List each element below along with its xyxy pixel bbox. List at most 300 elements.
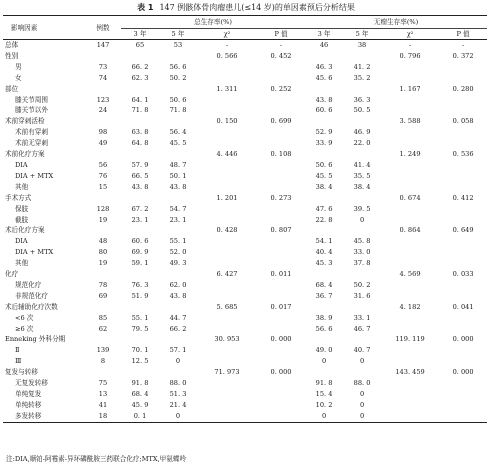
cell-os-3y — [121, 302, 159, 313]
cell-efs-p — [439, 400, 487, 411]
cell-os-3y: 0. 1 — [133, 411, 147, 420]
cell-efs-3y — [305, 367, 343, 378]
header-os-chi2: χ² — [223, 30, 231, 38]
cell-efs-p: 0. 000 — [452, 368, 474, 377]
cell-cases: 18 — [98, 411, 108, 420]
cell-efs-p: 0. 536 — [452, 150, 474, 159]
cell-os-3y: 70. 1 — [131, 346, 149, 355]
cell-efs-5y: 0 — [359, 390, 365, 398]
cell-cases: 13 — [98, 390, 108, 398]
table-row — [3, 411, 487, 422]
cell-efs-p — [439, 160, 487, 171]
cell-os-p — [257, 73, 305, 84]
cell-factor: 单纯复发 — [15, 390, 42, 398]
cell-efs-3y: 22. 8 — [315, 215, 333, 224]
table-row — [3, 127, 487, 138]
cell-os-5y: 50. 1 — [169, 171, 187, 180]
cell-efs-5y: 0 — [359, 400, 365, 409]
table-row — [3, 105, 487, 116]
cell-cases: 19 — [98, 215, 108, 224]
cell-cases: 41 — [98, 400, 108, 409]
cell-efs-3y: 60. 6 — [315, 106, 333, 115]
cell-efs-p — [439, 73, 487, 84]
table-row — [3, 269, 487, 280]
prognosis-table — [3, 15, 487, 423]
cell-cases — [85, 225, 121, 236]
cell-efs-5y — [343, 225, 381, 236]
header-factor: 影响因素 — [3, 16, 85, 40]
cell-efs-5y — [343, 84, 381, 95]
cell-efs-5y: 41. 4 — [353, 160, 371, 169]
cell-efs-5y: 38. 4 — [353, 182, 371, 191]
cell-efs-5y: 35. 5 — [353, 171, 371, 180]
cell-os-p — [257, 236, 305, 247]
cell-efs-5y: 41. 2 — [353, 62, 371, 71]
cell-efs-p — [439, 182, 487, 193]
header-efs-5y: 5 年 — [355, 30, 369, 38]
header-overall-survival: 总生存率(%) — [121, 16, 305, 29]
table-row — [3, 62, 487, 73]
cell-efs-3y — [305, 149, 343, 160]
cell-efs-3y: 50. 6 — [315, 160, 333, 169]
cell-os-5y: 56. 6 — [169, 62, 187, 71]
cell-efs-chi2: 1. 249 — [399, 150, 421, 159]
cell-efs-3y — [305, 269, 343, 280]
cell-efs-3y: 33. 9 — [315, 139, 333, 148]
cell-os-5y: 44. 7 — [169, 313, 187, 322]
cell-os-3y: 65 — [135, 41, 145, 49]
cell-efs-p: 0. 058 — [452, 117, 474, 126]
cell-factor: 膝关节周围 — [15, 95, 48, 104]
cell-efs-3y — [305, 334, 343, 345]
cell-efs-3y: 45. 6 — [315, 73, 333, 82]
cell-os-chi2 — [197, 95, 257, 106]
cell-os-chi2 — [197, 411, 257, 422]
cell-efs-5y: 50. 5 — [353, 106, 371, 115]
cell-os-5y: 0 — [175, 357, 181, 366]
cell-os-p: 0. 000 — [270, 335, 292, 344]
cell-os-5y: 50. 2 — [169, 73, 187, 82]
cell-efs-chi2 — [381, 95, 439, 106]
cell-cases — [85, 367, 121, 378]
cell-os-p — [257, 160, 305, 171]
cell-efs-p — [439, 378, 487, 389]
cell-efs-p — [439, 171, 487, 182]
cell-efs-p — [439, 127, 487, 138]
table-row — [3, 400, 487, 411]
cell-os-chi2: 1. 311 — [216, 84, 238, 93]
cell-os-chi2 — [197, 378, 257, 389]
table-row — [3, 116, 487, 127]
cell-os-chi2 — [197, 182, 257, 193]
cell-efs-p: 0. 372 — [452, 51, 474, 60]
header-efs-chi2: χ² — [406, 30, 414, 38]
cell-factor: 保肢 — [15, 204, 29, 213]
cell-efs-chi2 — [381, 236, 439, 247]
cell-efs-5y: 45. 8 — [353, 237, 371, 246]
header-os-3y: 3 年 — [133, 30, 147, 38]
cell-cases — [85, 84, 121, 95]
cell-os-3y: 45. 9 — [131, 400, 149, 409]
cell-efs-3y: 68. 4 — [315, 280, 333, 289]
cell-factor: 多发转移 — [15, 411, 42, 420]
cell-factor: 术前无穿刺 — [15, 139, 48, 148]
cell-efs-p — [439, 324, 487, 335]
cell-os-5y: 45. 5 — [169, 139, 187, 148]
cell-efs-chi2: 0. 796 — [399, 51, 421, 60]
cell-cases: 8 — [100, 357, 106, 366]
cell-os-3y: 51. 9 — [131, 291, 149, 300]
cell-os-5y: 49. 3 — [169, 259, 187, 268]
cell-efs-3y: 0 — [321, 357, 327, 366]
cell-cases: 24 — [98, 106, 108, 115]
cell-efs-p — [439, 95, 487, 106]
cell-efs-chi2 — [381, 138, 439, 149]
cell-os-p — [257, 171, 305, 182]
cell-factor: 膝关节以外 — [15, 106, 48, 115]
cell-os-5y — [159, 51, 197, 62]
cell-os-chi2 — [197, 389, 257, 400]
cell-efs-chi2 — [381, 215, 439, 226]
cell-os-chi2: 5. 685 — [216, 302, 238, 311]
cell-efs-chi2 — [381, 378, 439, 389]
cell-os-5y — [159, 367, 197, 378]
cell-factor: ≥6 次 — [15, 324, 34, 333]
cell-os-3y — [121, 269, 159, 280]
cell-efs-chi2 — [381, 324, 439, 335]
cell-os-5y: 0 — [175, 411, 181, 420]
cell-os-3y: 71. 8 — [131, 106, 149, 115]
cell-os-p — [257, 356, 305, 367]
cell-os-5y: 62. 0 — [169, 280, 187, 289]
cell-efs-p — [439, 62, 487, 73]
cell-os-p: 0. 017 — [270, 302, 292, 311]
cell-os-5y — [159, 149, 197, 160]
table-row — [3, 149, 487, 160]
cell-efs-chi2: 119. 119 — [395, 335, 425, 344]
table-row — [3, 247, 487, 258]
cell-factor: 性别 — [5, 51, 19, 60]
cell-efs-3y: 47. 6 — [315, 204, 333, 213]
header-event-free-survival: 无瘤生存率(%) — [305, 16, 487, 29]
cell-cases — [85, 302, 121, 313]
cell-efs-chi2 — [381, 411, 439, 422]
cell-os-chi2: 1. 201 — [216, 193, 238, 202]
cell-os-chi2 — [197, 236, 257, 247]
cell-efs-3y: 49. 0 — [315, 346, 333, 355]
cell-os-chi2 — [197, 160, 257, 171]
cell-os-3y: 68. 4 — [131, 390, 149, 398]
cell-cases: 147 — [96, 41, 110, 49]
table-row — [3, 378, 487, 389]
cell-efs-p: 0. 033 — [452, 270, 474, 279]
cell-factor: 其他 — [15, 259, 29, 268]
cell-efs-chi2 — [381, 73, 439, 84]
cell-efs-chi2 — [381, 247, 439, 258]
cell-efs-3y — [305, 193, 343, 204]
cell-efs-chi2 — [381, 356, 439, 367]
cell-os-5y: 57. 1 — [169, 346, 187, 355]
cell-cases: 80 — [98, 248, 108, 257]
table-row — [3, 291, 487, 302]
cell-cases: 128 — [96, 204, 110, 213]
cell-os-3y: 66. 2 — [131, 62, 149, 71]
cell-os-p — [257, 313, 305, 324]
cell-factor: DIA — [15, 237, 28, 246]
cell-factor: 复发与转移 — [5, 368, 38, 377]
table-row — [3, 389, 487, 400]
cell-efs-chi2: 3. 588 — [399, 117, 421, 126]
table-body — [3, 40, 487, 423]
cell-efs-p — [439, 138, 487, 149]
cell-os-3y: 79. 5 — [131, 324, 149, 333]
table-row — [3, 313, 487, 324]
cell-factor: 术前有穿刺 — [15, 128, 48, 137]
cell-efs-5y — [343, 334, 381, 345]
cell-efs-chi2 — [381, 182, 439, 193]
table-row — [3, 204, 487, 215]
cell-os-p: - — [279, 41, 283, 49]
cell-cases — [85, 269, 121, 280]
cell-os-p — [257, 182, 305, 193]
cell-efs-chi2 — [381, 105, 439, 116]
cell-os-p — [257, 291, 305, 302]
cell-os-5y: 56. 4 — [169, 128, 187, 137]
cell-os-chi2: 30. 953 — [214, 335, 240, 344]
table-row — [3, 73, 487, 84]
cell-os-p — [257, 389, 305, 400]
cell-os-3y: 23. 1 — [131, 215, 149, 224]
cell-os-5y — [159, 334, 197, 345]
cell-efs-p — [439, 105, 487, 116]
cell-efs-5y — [343, 116, 381, 127]
cell-os-p — [257, 138, 305, 149]
cell-efs-p: 0. 649 — [452, 226, 474, 235]
cell-factor: Ⅱ — [15, 346, 20, 355]
cell-cases: 73 — [98, 62, 108, 71]
header-efs-3y: 3 年 — [317, 30, 331, 38]
cell-efs-5y: 38 — [357, 41, 367, 49]
cell-efs-3y — [305, 116, 343, 127]
cell-efs-5y: 88. 0 — [353, 379, 371, 388]
cell-efs-3y — [305, 51, 343, 62]
cell-factor: 非规范化疗 — [15, 291, 48, 300]
cell-factor: 术前穿刺活检 — [5, 117, 45, 126]
cell-os-5y: 53 — [173, 41, 183, 49]
cell-os-3y: 63. 8 — [131, 128, 149, 137]
cell-os-p — [257, 247, 305, 258]
cell-os-3y: 76. 3 — [131, 280, 149, 289]
cell-os-3y: 67. 2 — [131, 204, 149, 213]
cell-efs-p: 0. 412 — [452, 193, 474, 202]
cell-os-chi2: 6. 427 — [216, 270, 238, 279]
cell-os-5y — [159, 84, 197, 95]
header-os-p: P 值 — [274, 30, 288, 38]
cell-os-chi2 — [197, 127, 257, 138]
cell-os-p — [257, 345, 305, 356]
cell-efs-5y — [343, 149, 381, 160]
cell-efs-3y: 46 — [319, 41, 329, 49]
cell-efs-5y: 46. 9 — [353, 128, 371, 137]
cell-os-3y: 69. 9 — [131, 248, 149, 257]
cell-efs-p — [439, 258, 487, 269]
table-footnote: 注:DIA,顺铂-阿霉素-异环磷酰胺三药联合化疗;MTX,甲氨蝶呤 — [6, 455, 187, 463]
cell-os-chi2 — [197, 356, 257, 367]
cell-factor: 单纯转移 — [15, 400, 42, 409]
cell-os-chi2 — [197, 313, 257, 324]
cell-os-5y: 51. 3 — [169, 390, 187, 398]
cell-os-3y: 60. 6 — [131, 237, 149, 246]
cell-efs-5y — [343, 367, 381, 378]
cell-os-p: 0. 252 — [270, 84, 292, 93]
cell-os-5y — [159, 269, 197, 280]
cell-efs-5y — [343, 51, 381, 62]
cell-os-5y — [159, 116, 197, 127]
cell-efs-5y: 50. 2 — [353, 280, 371, 289]
cell-factor: 规范化疗 — [15, 280, 42, 289]
cell-factor: Enneking 外科分期 — [5, 335, 66, 344]
cell-cases: 19 — [98, 259, 108, 268]
cell-cases: 62 — [98, 324, 108, 333]
cell-efs-chi2 — [381, 313, 439, 324]
cell-os-3y — [121, 334, 159, 345]
cell-os-5y: 50. 6 — [169, 95, 187, 104]
cell-os-chi2 — [197, 204, 257, 215]
cell-efs-chi2 — [381, 345, 439, 356]
cell-cases — [85, 116, 121, 127]
cell-os-chi2: - — [225, 41, 229, 49]
table-row — [3, 138, 487, 149]
cell-efs-3y: 10. 2 — [315, 400, 333, 409]
cell-os-chi2 — [197, 258, 257, 269]
cell-os-chi2 — [197, 291, 257, 302]
cell-os-5y — [159, 302, 197, 313]
cell-efs-5y: 37. 8 — [353, 259, 371, 268]
cell-factor: 男 — [15, 62, 22, 71]
cell-efs-p — [439, 389, 487, 400]
cell-cases: 48 — [98, 237, 108, 246]
table-caption: 147 例骸体骨肉瘤患儿(≤14 岁)的单因素预后分析结果 — [159, 3, 355, 12]
cell-efs-5y: 35. 2 — [353, 73, 371, 82]
table-row — [3, 324, 487, 335]
cell-factor: DIA + MTX — [15, 248, 54, 257]
cell-cases — [85, 51, 121, 62]
table-row — [3, 280, 487, 291]
cell-os-3y: 59. 1 — [131, 259, 149, 268]
cell-factor: 部位 — [5, 84, 19, 93]
cell-efs-p — [439, 313, 487, 324]
table-row — [3, 356, 487, 367]
cell-cases: 15 — [98, 182, 108, 191]
cell-os-5y: 71. 8 — [169, 106, 187, 115]
cell-os-chi2 — [197, 138, 257, 149]
cell-efs-3y: 45. 5 — [315, 171, 333, 180]
cell-efs-p: 0. 280 — [452, 84, 474, 93]
cell-efs-chi2: 1. 167 — [399, 84, 421, 93]
cell-efs-p — [439, 236, 487, 247]
cell-efs-chi2 — [381, 280, 439, 291]
table-row — [3, 334, 487, 345]
cell-efs-p: 0. 041 — [452, 302, 474, 311]
cell-os-3y — [121, 84, 159, 95]
cell-cases — [85, 149, 121, 160]
cell-factor: 总体 — [5, 41, 19, 49]
table-row — [3, 345, 487, 356]
cell-efs-p — [439, 247, 487, 258]
cell-efs-3y: 43. 8 — [315, 95, 333, 104]
header-cases: 例数 — [85, 16, 121, 40]
cell-os-p — [257, 95, 305, 106]
cell-cases — [85, 193, 121, 204]
cell-os-chi2 — [197, 324, 257, 335]
cell-os-chi2 — [197, 345, 257, 356]
cell-efs-chi2: 0. 674 — [399, 193, 421, 202]
header-os-5y: 5 年 — [171, 30, 185, 38]
cell-os-p — [257, 324, 305, 335]
cell-os-3y: 66. 5 — [131, 171, 149, 180]
table-number: 表 1 — [137, 3, 154, 12]
cell-cases: 49 — [98, 139, 108, 148]
cell-os-p: 0. 807 — [270, 226, 292, 235]
table-row — [3, 225, 487, 236]
cell-os-5y: 55. 1 — [169, 237, 187, 246]
cell-os-chi2 — [197, 73, 257, 84]
cell-efs-3y: 52. 9 — [315, 128, 333, 137]
cell-os-3y — [121, 51, 159, 62]
table-row — [3, 258, 487, 269]
cell-efs-5y — [343, 193, 381, 204]
cell-efs-3y — [305, 302, 343, 313]
cell-os-5y: 52. 0 — [169, 248, 187, 257]
cell-efs-5y: 46. 7 — [353, 324, 371, 333]
cell-os-5y: 54. 7 — [169, 204, 187, 213]
cell-os-5y: 43. 8 — [169, 182, 187, 191]
cell-efs-3y: 56. 6 — [315, 324, 333, 333]
cell-efs-chi2 — [381, 160, 439, 171]
cell-cases: 123 — [96, 95, 110, 104]
cell-os-p — [257, 258, 305, 269]
cell-os-chi2: 0. 150 — [216, 117, 238, 126]
table-title — [0, 3, 492, 13]
cell-factor: <6 次 — [15, 313, 34, 322]
cell-efs-chi2: - — [408, 41, 412, 49]
cell-efs-chi2 — [381, 389, 439, 400]
cell-efs-5y: 33. 1 — [353, 313, 371, 322]
cell-efs-5y — [343, 302, 381, 313]
cell-factor: 术前化疗方案 — [5, 150, 45, 159]
cell-os-p: 0. 273 — [270, 193, 292, 202]
cell-os-3y: 55. 1 — [131, 313, 149, 322]
cell-efs-3y — [305, 84, 343, 95]
cell-factor: 其他 — [15, 182, 29, 191]
cell-cases: 56 — [98, 160, 108, 169]
cell-os-p — [257, 105, 305, 116]
table-row — [3, 95, 487, 106]
cell-os-chi2 — [197, 62, 257, 73]
cell-os-3y — [121, 116, 159, 127]
cell-os-chi2: 0. 428 — [216, 226, 238, 235]
cell-efs-5y: 0 — [359, 357, 365, 366]
cell-efs-3y: 46. 3 — [315, 62, 333, 71]
cell-os-5y: 43. 8 — [169, 291, 187, 300]
cell-os-5y: 66. 2 — [169, 324, 187, 333]
table-row — [3, 302, 487, 313]
cell-os-3y — [121, 149, 159, 160]
cell-efs-3y: 40. 4 — [315, 248, 333, 257]
cell-os-3y — [121, 367, 159, 378]
cell-efs-5y: 33. 0 — [353, 248, 371, 257]
cell-os-p: 0. 452 — [270, 51, 292, 60]
